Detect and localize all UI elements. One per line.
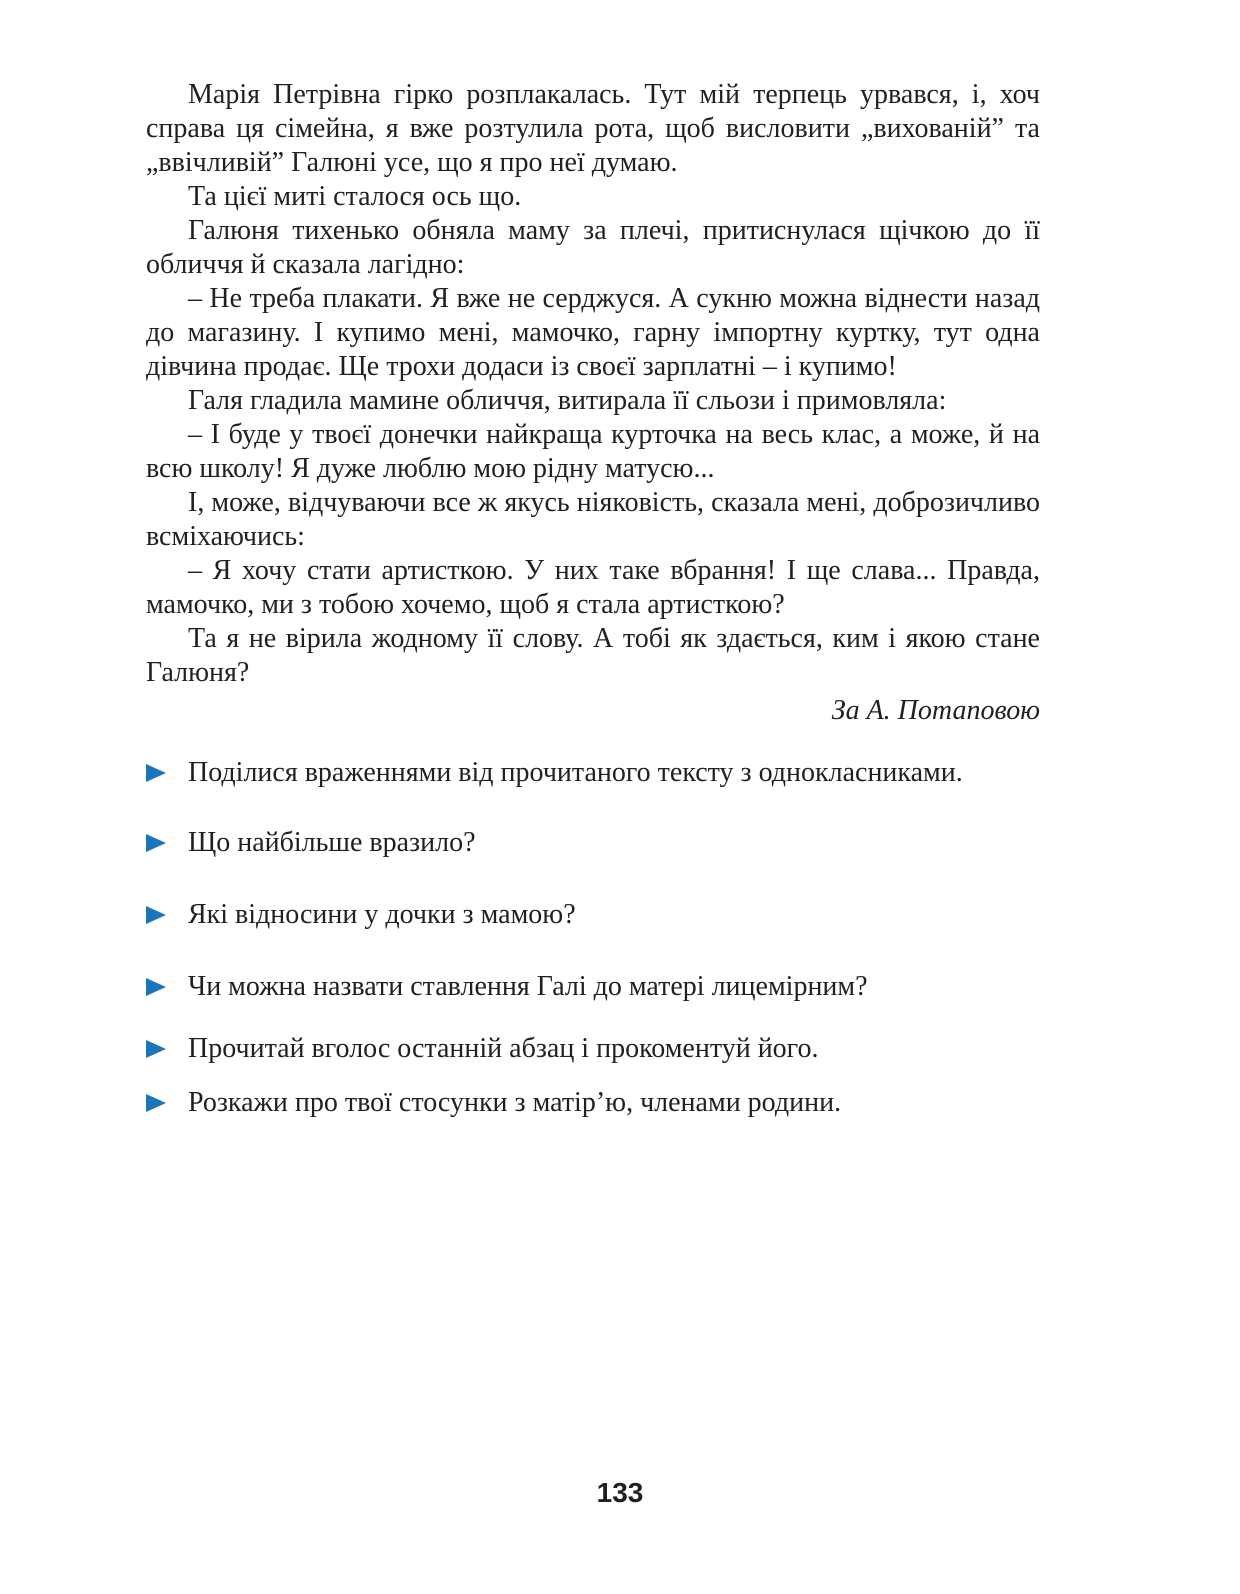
story-paragraph: Галюня тихенько обняла маму за плечі, притиснулася щічкою до її обличчя й сказала лагідно: (146, 215, 1040, 280)
story-paragraph: Та я не вірила жодному її слову. А тобі як здається, ким і якою стане Галюня? (146, 623, 1040, 688)
story-paragraph: – І буде у твоєї донечки найкраща курточка на весь клас, а може, й на всю школу! Я дуже люблю мою рідну матусю... (146, 419, 1040, 484)
story-attribution: За А. Потаповою (831, 695, 1040, 726)
right-triangle-icon (146, 1040, 166, 1058)
right-triangle-icon (146, 978, 166, 996)
question-text: Прочитай вголос останній абзац і прокоментуй його. (188, 1033, 819, 1064)
question-text: Розкажи про твої стосунки з матір’ю, членами родини. (188, 1087, 842, 1118)
story-paragraph: Та цієї миті сталося ось що. (188, 181, 522, 212)
story-paragraph: – Не треба плакати. Я вже не серджуся. А сукню можна віднести назад до магазину. І купимо мені, мамочко, гарну імпортну куртку, тут одна дівчина продає. Ще трохи додаси із своєї зарплатні – і купимо! (146, 283, 1040, 382)
right-triangle-icon (146, 834, 166, 852)
question-text: Що найбільше вразило? (188, 827, 476, 858)
page-number: 133 (596, 1477, 644, 1508)
story-paragraph: І, може, відчуваючи все ж якусь ніяковість, сказала мені, доброзичливо всміхаючись: (146, 487, 1040, 552)
story-text (146, 78, 1040, 728)
story-paragraph: Галя гладила мамине обличчя, витирала її сльози і примовляла: (188, 385, 947, 416)
question-text: Поділися враженнями від прочитаного тексту з однокласниками. (188, 757, 963, 788)
right-triangle-icon (146, 1094, 166, 1112)
question-text: Які відносини у дочки з мамою? (188, 899, 576, 930)
story-paragraph: – Я хочу стати артисткою. У них таке вбрання! І ще слава... Правда, мамочко, ми з тобою хочемо, щоб я стала артисткою? (146, 555, 1040, 620)
story-paragraph: Марія Петрівна гірко розплакалась. Тут мій терпець урвався, і, хоч справа ця сімейна, я вже розтулила рота, щоб висловити „вихованій” та „ввічливій” Галюні усе, що я про неї думаю. (146, 79, 1040, 178)
question-text: Чи можна назвати ставлення Галі до матері лицемірним? (188, 971, 868, 1002)
right-triangle-icon (146, 906, 166, 924)
right-triangle-icon (146, 764, 166, 782)
